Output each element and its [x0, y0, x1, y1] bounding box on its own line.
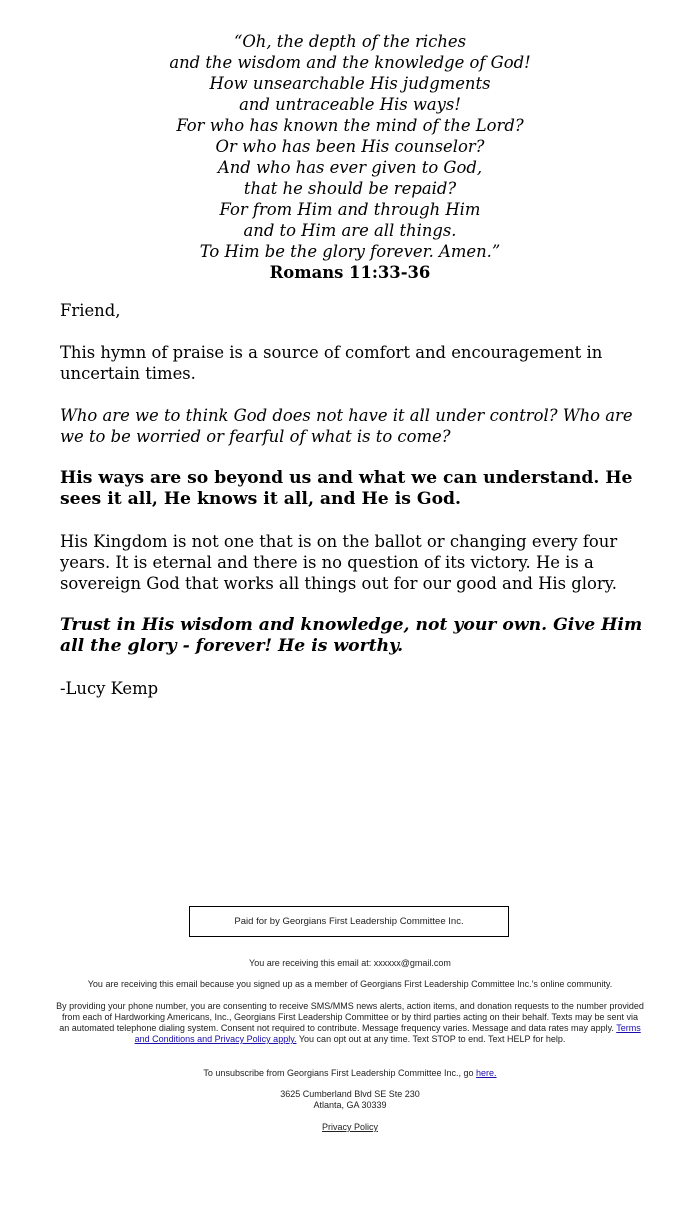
kingdom-paragraph: His Kingdom is not one that is on the ballot or changing every four years. It is eternal and there is no question of its victory. He is a sovereign God that works all things out for our good and His glory.: [60, 532, 618, 593]
privacy-policy-row: [56, 1122, 644, 1133]
address-line-1: 3625 Cumberland Blvd SE Ste 230: [280, 1089, 420, 1099]
trust-paragraph: Trust in His wisdom and knowledge, not your own. Give Him all the glory - forever! He is worthy.: [60, 615, 643, 656]
verse-line: For who has known the mind of the Lord?: [176, 116, 524, 135]
unsubscribe-text: To unsubscribe from Georgians First Leadership Committee Inc., go: [203, 1068, 477, 1078]
unsubscribe-link[interactable]: here.: [476, 1068, 497, 1078]
paid-for-disclaimer: [189, 906, 509, 937]
unsubscribe-notice: [56, 1068, 644, 1079]
scripture-verse: [60, 31, 640, 283]
mailing-address: [56, 1089, 644, 1111]
verse-line: Or who has been His counselor?: [215, 137, 485, 156]
verse-line: and to Him are all things.: [243, 221, 457, 240]
greeting: Friend,: [60, 301, 121, 320]
verse-line: “Oh, the depth of the riches: [233, 32, 466, 51]
sms-consent-text: By providing your phone number, you are consenting to receive SMS/MMS news alerts, action items, and donation requests to the number provided from each of Hardworking Americans, Inc., Georgians First Leadership Committee or by third parties acting on their behalf. Texts may be sent via an automated telephone dialing system. Consent not required to contribute. Message frequency varies. Message and data rates may apply.: [56, 1001, 644, 1033]
verse-line: How unsearchable His judgments: [209, 74, 491, 93]
verse-line: and untraceable His ways!: [239, 95, 461, 114]
sms-consent-notice: [56, 1001, 644, 1045]
question-paragraph: Who are we to think God does not have it all under control? Who are we to be worried or fearful of what is to come?: [60, 406, 633, 446]
terms-privacy-link[interactable]: Terms and Conditions and Privacy Policy apply.: [134, 1023, 641, 1044]
verse-line: And who has ever given to God,: [217, 158, 483, 177]
verse-line: To Him be the glory forever. Amen.”: [199, 242, 501, 261]
paid-for-text: Paid for by Georgians First Leadership Committee Inc.: [234, 916, 464, 927]
verse-reference: Romans 11:33-36: [269, 263, 431, 282]
signature: -Lucy Kemp: [60, 679, 159, 698]
verse-line: For from Him and through Him: [219, 200, 481, 219]
receiving-email-notice: [56, 958, 644, 969]
receiving-email-label: You are receiving this email at:: [249, 958, 374, 968]
ways-paragraph: His ways are so beyond us and what we can understand. He sees it all, He knows it all, and He is God.: [60, 468, 633, 509]
receiving-email-address: xxxxxx@gmail.com: [373, 958, 451, 968]
verse-line: that he should be repaid?: [243, 179, 457, 198]
subscription-reason: You are receiving this email because you signed up as a member of Georgians First Leadership Committee Inc.'s online community.: [87, 979, 613, 989]
hymn-paragraph: This hymn of praise is a source of comfort and encouragement in uncertain times.: [60, 343, 603, 383]
sms-opt-out-text: You can opt out at any time. Text STOP to end. Text HELP for help.: [296, 1034, 566, 1044]
verse-line: and the wisdom and the knowledge of God!: [169, 53, 531, 72]
privacy-policy-link[interactable]: Privacy Policy: [321, 1122, 378, 1132]
address-line-2: Atlanta, GA 30339: [313, 1100, 387, 1110]
